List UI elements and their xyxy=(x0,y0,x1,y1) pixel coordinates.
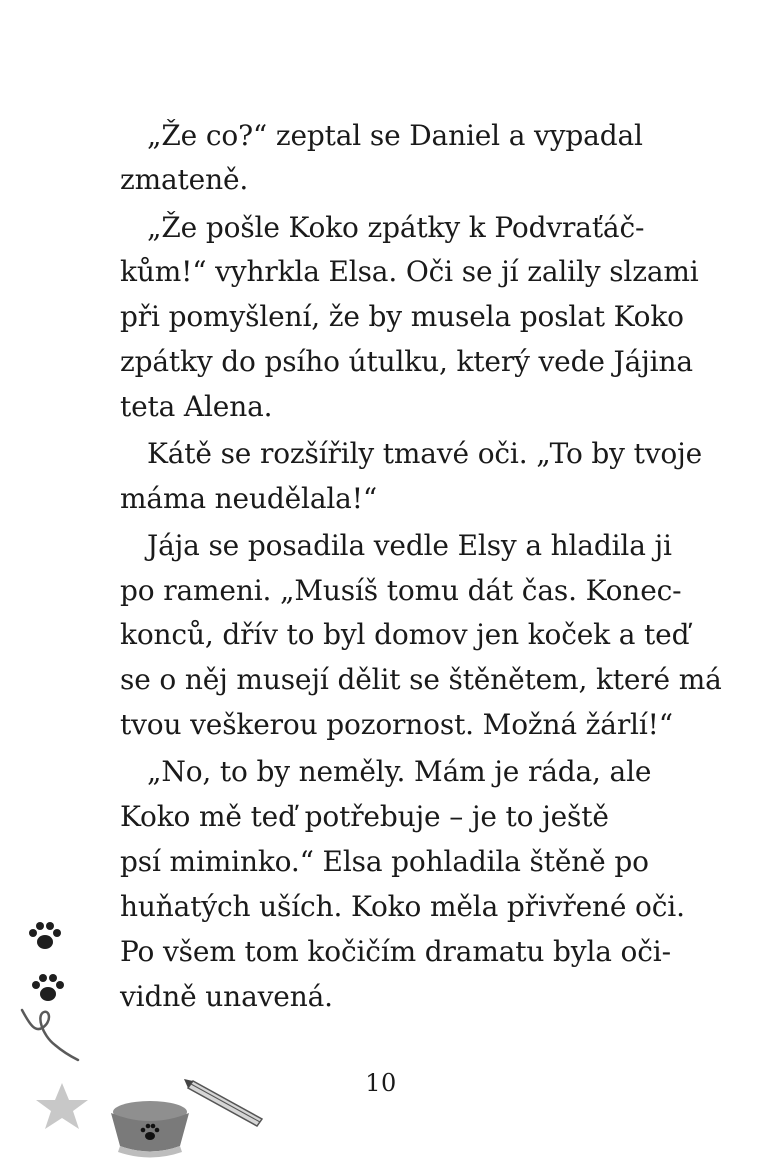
star-icon xyxy=(36,1083,88,1129)
text-line: zpátky do psího útulku, který vede Jájina xyxy=(120,345,693,378)
dog-bowl-icon xyxy=(111,1101,189,1158)
text-line: Kátě se rozšířily tmavé oči. „To by tvoje xyxy=(147,437,703,470)
text-line: po rameni. „Musíš tomu dát čas. Konec- xyxy=(120,574,682,607)
text-line: huňatých uších. Koko měla přivřené oči. xyxy=(120,890,685,923)
decorative-doodles xyxy=(0,900,300,1169)
text-line: tvou veškerou pozornost. Možná žárlí!“ xyxy=(120,708,673,741)
text-line: Jája se posadila vedle Elsy a hladila ji xyxy=(147,529,672,562)
text-line: konců, dřív to byl domov jen koček a teď xyxy=(120,618,690,651)
text-line: „No, to by neměly. Mám je ráda, ale xyxy=(147,755,652,788)
text-line: zmateně. xyxy=(120,163,249,196)
text-line: máma neudělala!“ xyxy=(120,482,377,515)
text-line: Po všem tom kočičím dramatu byla oči- xyxy=(120,935,671,968)
text-line: „Že pošle Koko zpátky k Podvraťáč- xyxy=(147,211,645,244)
paw-print-icon xyxy=(29,922,61,949)
text-line: „Že co?“ zeptal se Daniel a vypadal xyxy=(147,119,643,152)
text-line: vidně unavená. xyxy=(120,980,333,1013)
text-line: se o něj musejí dělit se štěnětem, které má xyxy=(120,663,722,696)
text-line: psí miminko.“ Elsa pohladila štěně po xyxy=(120,845,649,878)
text-line: Koko mě teď potřebuje – je to ještě xyxy=(120,800,609,833)
text-line: teta Alena. xyxy=(120,390,273,423)
leash-icon xyxy=(22,1010,78,1060)
text-line: při pomyšlení, že by musela poslat Koko xyxy=(120,300,684,333)
page-number: 10 xyxy=(365,1069,397,1097)
pencil-icon xyxy=(184,1079,262,1126)
text-line: kům!“ vyhrkla Elsa. Oči se jí zalily slzami xyxy=(120,255,699,288)
paw-print-icon xyxy=(32,974,64,1001)
